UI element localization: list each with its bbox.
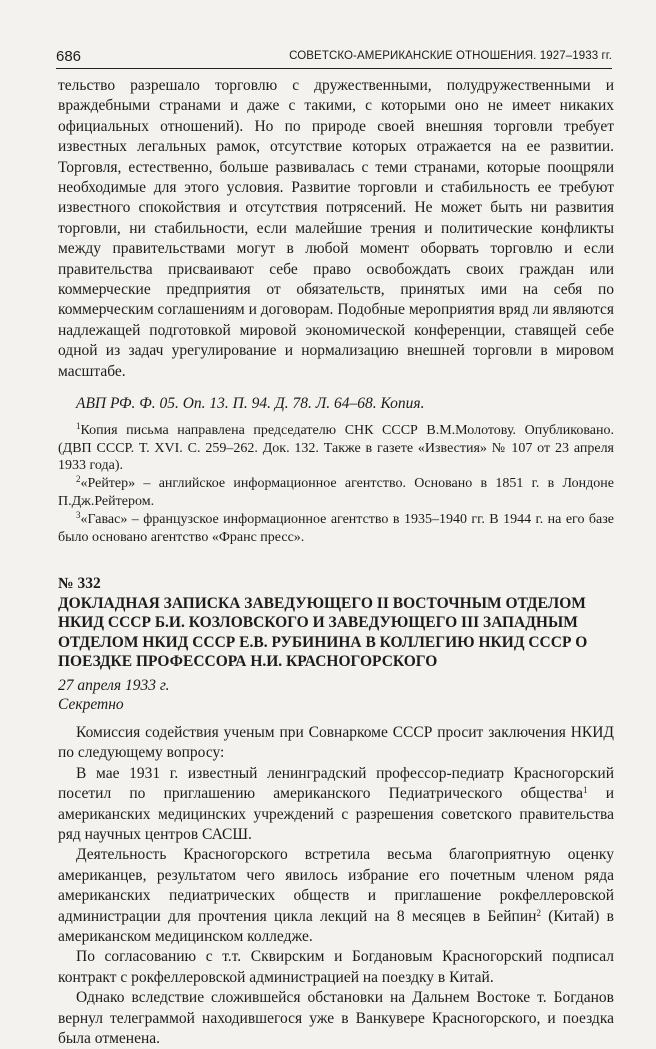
document-body	[58, 723, 614, 1049]
page-number: 686	[56, 48, 82, 65]
paragraph-text: В мае 1931 г. известный ленинградский профессор-педиатр Красногорский посетил по приглашению американского Педиатрического общества	[58, 764, 614, 803]
body-paragraph	[58, 845, 614, 947]
body-paragraph: Однако вследствие сложившейся обстановки на Дальнем Востоке т. Богданов вернул телеграммой находившегося уже в Ванкувере Красногорского, и поездка была отменена.	[58, 989, 614, 1048]
note-mark: 1	[583, 785, 588, 796]
document-number: № 332	[58, 574, 101, 592]
document-date: 27 апреля 1933 г.	[58, 676, 170, 694]
body-paragraph	[58, 764, 614, 846]
footnote-mark: 1	[76, 421, 81, 432]
paragraph-text: и американских медицинских учреждений с разрешения советского правительства ряд научных центров САСШ.	[58, 785, 614, 843]
footnote-text: Копия письма направлена председателю СНК СССР В.М.Молотову. Опубликовано. (ДВП СССР. Т. XVI. С. 259–262. Док. 132. Также в газете «Известия» № 107 от 23 апреля 1933 года).	[58, 423, 614, 473]
footnote-text: «Рейтер» – английское информационное агентство. Основано в 1851 г. в Лондоне П.Дж.Рейтером.	[58, 476, 614, 509]
footnote-2	[58, 475, 614, 510]
document-meta	[58, 676, 614, 715]
footnote-3	[58, 511, 614, 546]
footnote-mark: 2	[76, 474, 81, 485]
note-mark: 2	[536, 907, 541, 918]
body-paragraph: Комиссия содействия ученым при Совнаркоме СССР просит заключения НКИД по следующему вопросу:	[58, 723, 614, 762]
body-paragraph: По согласованию с т.т. Сквирским и Богдановым Красногорский подписал контракт с рокфеллеровской администрацией на поездку в Китай.	[58, 948, 614, 986]
continuation-paragraph: тельство разрешало торговлю с дружественными, полудружественными и враждебными странами и даже с такими, с которыми оно не имеет никаких официальных отношений). Но по природе своей внешняя торговли требует известных легальных рамок, отсутствие которых отражается на ее развитии. Торговля, естественно, больше развивалась с теми странами, которые поощряли необходимые для этого условия. Развитие торговли и стабильность ее требуют известного спокойствия и отсутствия потрясений. Не может быть ни развития торговли, ни стабильности, если малейшие трения и политические конфликты между правительствами могут в любой момент оборвать торговлю и если правительства присваивают себе право освобождать своих граждан или коммерческие предприятия от обязательств, принятых ими на себя по коммерческим соглашениям и договорам. Подобные мероприятия вряд ли являются надлежащей подготовкой мировой экономической конференции, ставящей себе одной из задач урегулирование и нормализацию внешней торговли в мировом масштабе.	[58, 77, 614, 380]
footnote-mark: 3	[76, 510, 81, 521]
page-content	[58, 76, 614, 1049]
footnotes	[58, 422, 614, 546]
paragraph-text: (Китай) в американском медицинском колледже.	[58, 907, 614, 945]
footnote-1	[58, 422, 614, 474]
paragraph-text: Деятельность Красногорского встретила весьма благоприятную оценку американцев, результатом чего явилось избрание его почетным членом ряда американских педиатрических обществ и приглашение рокфеллеровской администрации для прочтения цикла лекций на 8 месяцев в Бейпин	[58, 846, 614, 925]
page-header	[56, 48, 612, 69]
running-title: СОВЕТСКО-АМЕРИКАНСКИЕ ОТНОШЕНИЯ. 1927–1933 гг.	[289, 50, 612, 62]
document-classification: Секретно	[58, 696, 124, 714]
document-title: ДОКЛАДНАЯ ЗАПИСКА ЗАВЕДУЮЩЕГО II ВОСТОЧНЫМ ОТДЕЛОМ НКИД СССР Б.И. КОЗЛОВСКОГО И ЗАВЕДУЮЩЕГО III ЗАПАДНЫМ ОТДЕЛОМ НКИД СССР Е.В. РУБИНИНА В КОЛЛЕГИЮ НКИД СССР О ПОЕЗДКЕ ПРОФЕССОРА Н.И. КРАСНОГОРСКОГО	[58, 594, 588, 671]
footnote-text: «Гавас» – французское информационное агентство в 1935–1940 гг. В 1944 г. на его базе было основано агентство «Франс пресс».	[58, 512, 614, 545]
archive-source: АВП РФ. Ф. 05. Оп. 13. П. 94. Д. 78. Л. 64–68. Копия.	[76, 395, 425, 413]
